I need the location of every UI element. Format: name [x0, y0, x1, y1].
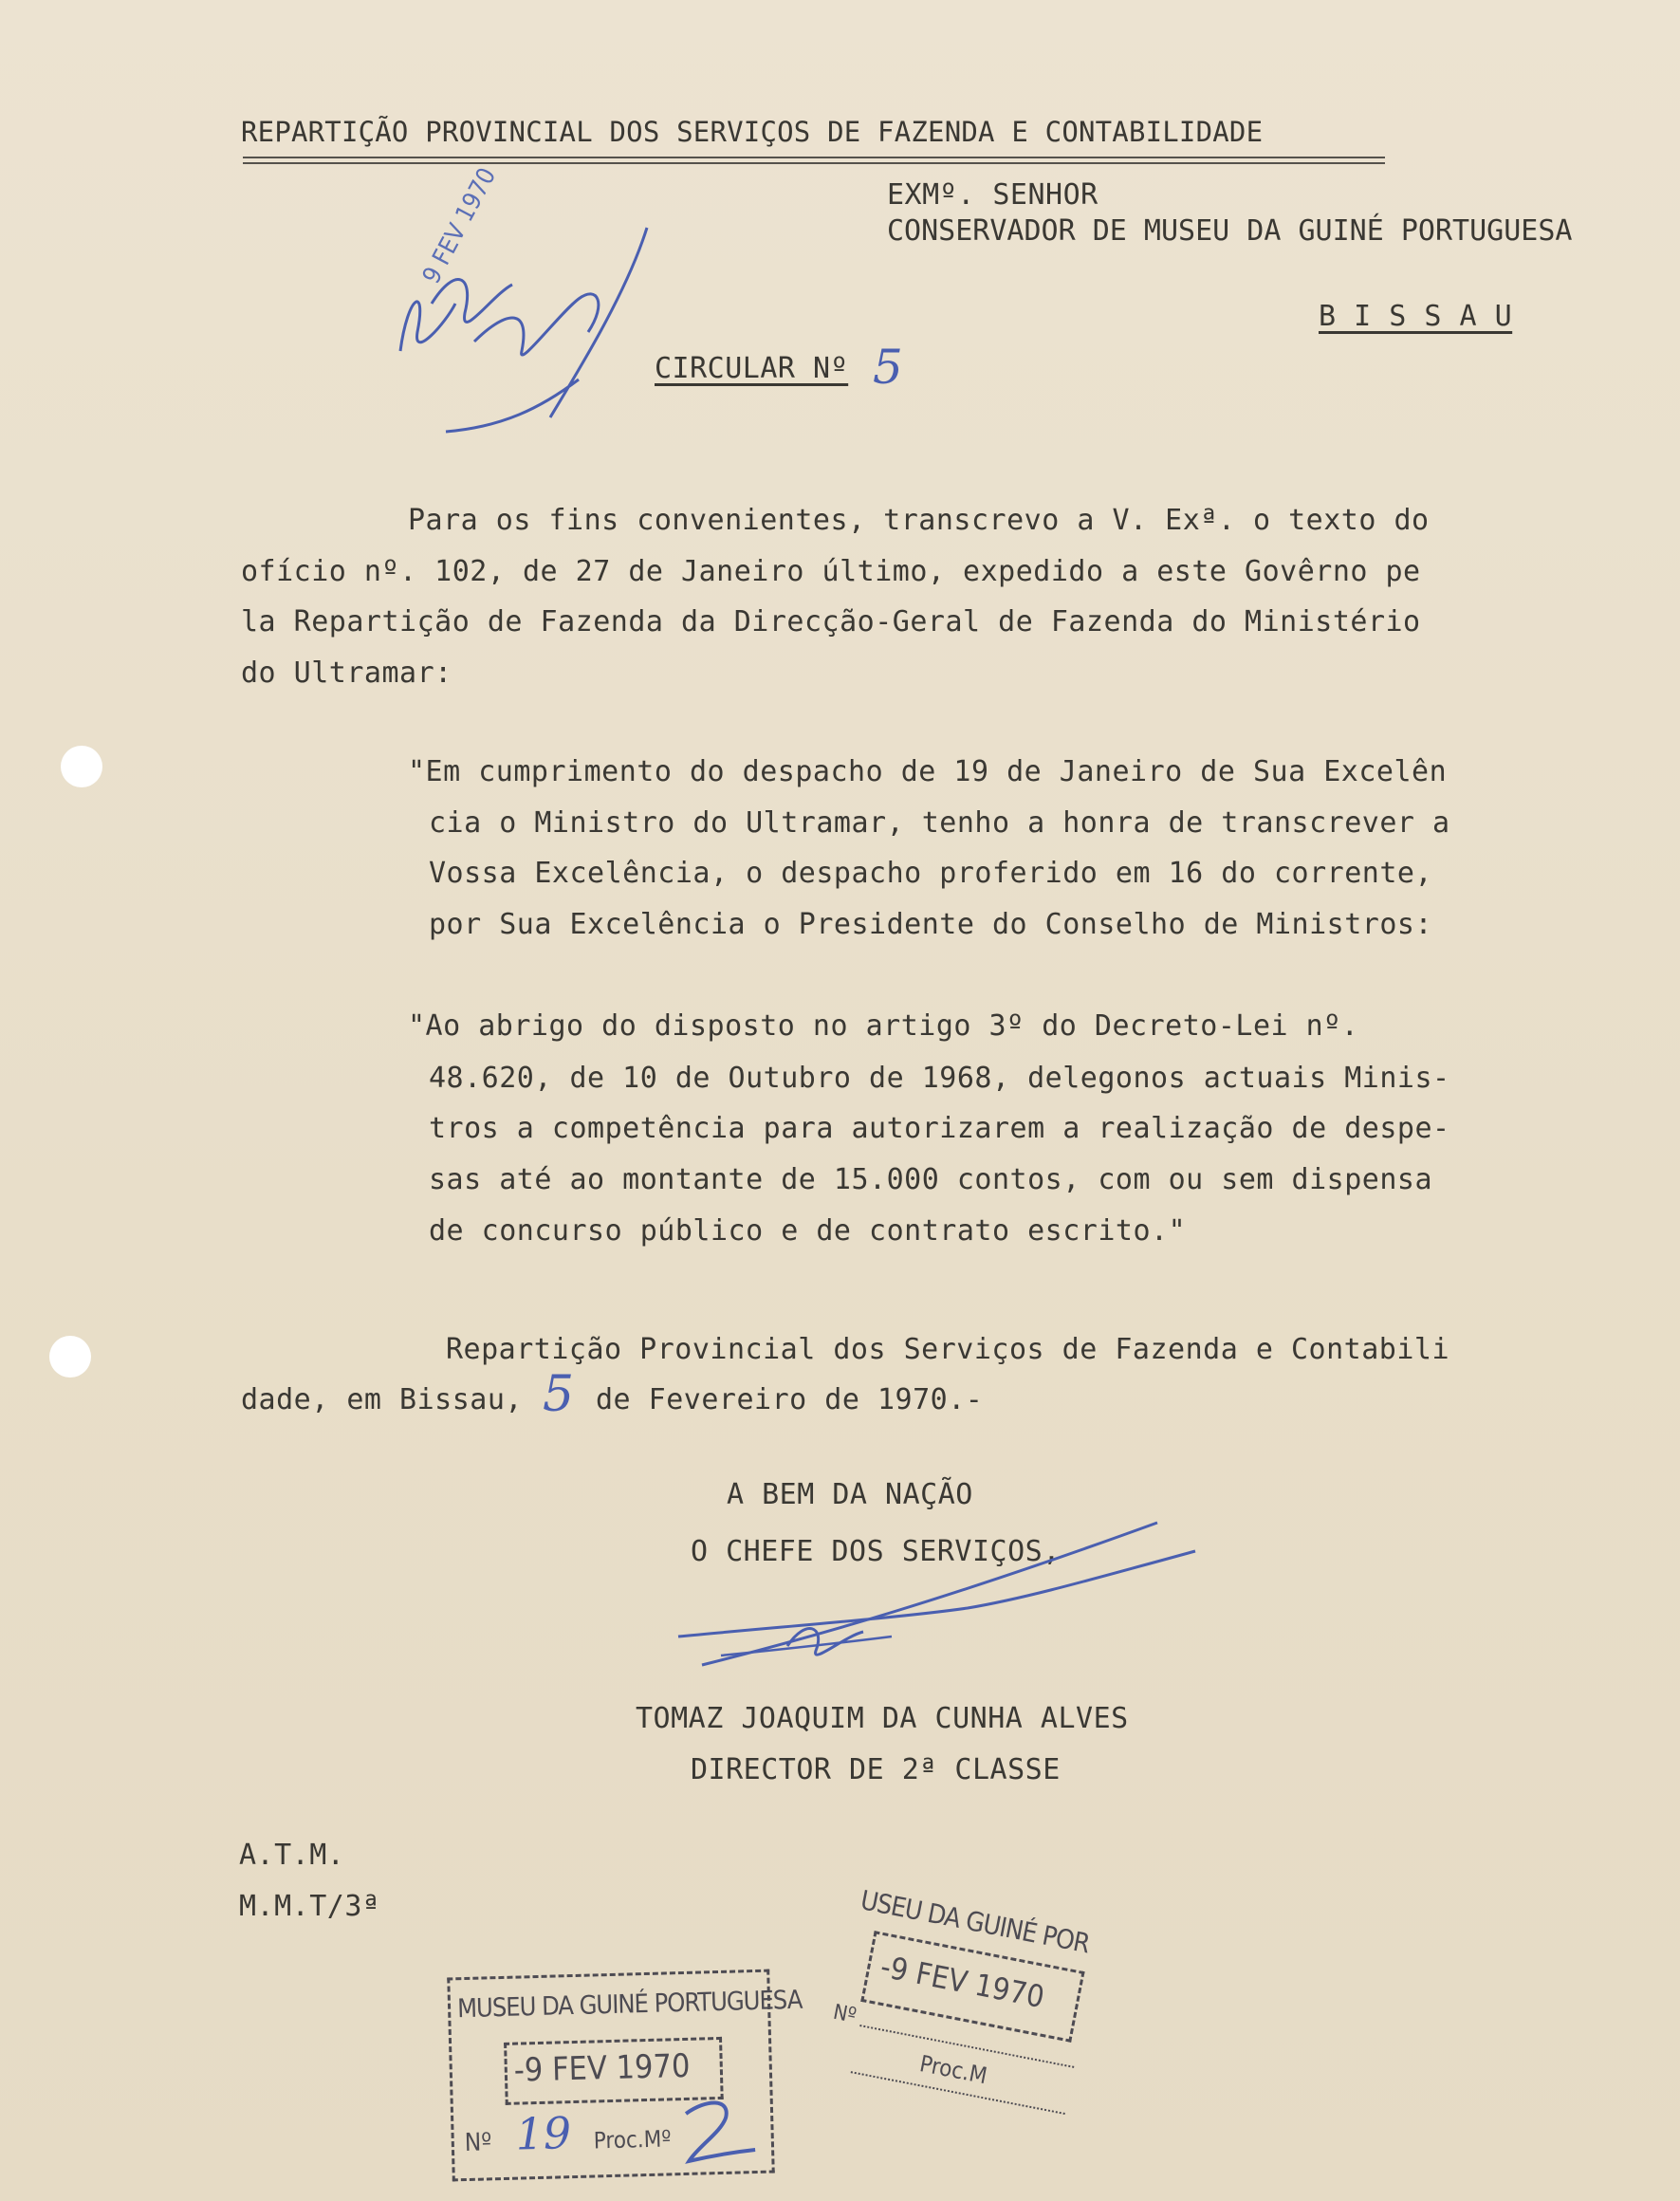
- signatory-role: O CHEFE DOS SERVIÇOS,: [691, 1535, 1061, 1568]
- intro-line-2: ofício nº. 102, de 27 de Janeiro último, expedido a este Govêrno pe: [241, 555, 1421, 588]
- circular-number-handwritten: 5: [873, 340, 903, 395]
- received-stamp-date: 9 FEV 1970: [417, 163, 503, 289]
- punch-hole-bottom: [49, 1336, 91, 1378]
- closing-line-1: Repartição Provincial dos Serviços de Fazenda e Contabili: [446, 1333, 1450, 1366]
- handwritten-signature-scribble: [389, 209, 674, 436]
- salutation: A BEM DA NAÇÃO: [727, 1478, 973, 1511]
- chief-signature: [664, 1513, 1205, 1674]
- quote2-line-2: 48.620, de 10 de Outubro de 1968, delegonos actuais Minis-: [429, 1062, 1450, 1095]
- closing-line-2-end: de Fevereiro de 1970.-: [596, 1383, 984, 1416]
- quote1-line-4: por Sua Excelência o Presidente do Conselho de Ministros:: [429, 908, 1433, 941]
- stamp-right-institution: USEU DA GUINÉ POR: [858, 1884, 1092, 1960]
- intro-line-4: do Ultramar:: [241, 657, 452, 690]
- circular-label: CIRCULAR Nº: [655, 352, 849, 385]
- department-heading: REPARTIÇÃO PROVINCIAL DOS SERVIÇOS DE FAZENDA E CONTABILIDADE: [241, 116, 1264, 148]
- stamp-right-number-label: Nº: [831, 2000, 858, 2028]
- intro-line-1: Para os fins convenientes, transcrevo a V. Exª. o texto do: [408, 504, 1430, 537]
- quote2-line-1: "Ao abrigo do disposto no artigo 3º do Decreto-Lei nº.: [408, 1009, 1359, 1043]
- stamp-right-proc-label: Proc.M: [917, 2050, 989, 2090]
- stamp-left-handwritten-mark: [678, 2093, 766, 2171]
- signatory-title: DIRECTOR DE 2ª CLASSE: [691, 1753, 1061, 1786]
- stamp-left-proc-label: Proc.Mº: [593, 2125, 672, 2155]
- quote1-line-2: cia o Ministro do Ultramar, tenho a honra de transcrever a: [429, 806, 1450, 840]
- reference-line-1: A.T.M.: [239, 1839, 345, 1872]
- addressee-city: B I S S A U: [1319, 300, 1513, 333]
- intro-line-3: la Repartição de Fazenda da Direcção-Geral de Fazenda do Ministério: [241, 605, 1421, 638]
- addressee-line-2: CONSERVADOR DE MUSEU DA GUINÉ PORTUGUESA: [887, 214, 1573, 248]
- stamp-left-number-handwritten: 19: [514, 2107, 572, 2160]
- quote2-line-3: tros a competência para autorizarem a realização de despe-: [429, 1112, 1450, 1145]
- museum-stamp-right: [819, 1883, 1100, 2136]
- quote1-line-1: "Em cumprimento do despacho de 19 de Janeiro de Sua Excelên: [408, 755, 1448, 788]
- museum-stamp-left: [447, 1970, 803, 2182]
- punch-hole-top: [61, 746, 102, 787]
- signatory-name: TOMAZ JOAQUIM DA CUNHA ALVES: [636, 1702, 1129, 1735]
- stamp-left-number-label: Nº: [464, 2128, 492, 2158]
- closing-day-handwritten: 5: [543, 1366, 575, 1423]
- stamp-left-date: -9 FEV 1970: [513, 2046, 691, 2090]
- quote2-line-5: de concurso público e de contrato escrito.": [429, 1214, 1187, 1248]
- reference-line-2: M.M.T/3ª: [239, 1890, 380, 1923]
- addressee-line-1: EXMº. SENHOR: [887, 178, 1098, 212]
- heading-double-rule: [243, 157, 1385, 164]
- stamp-right-date: -9 FEV 1970: [877, 1948, 1047, 2016]
- stamp-left-institution: MUSEU DA GUINÉ PORTUGUESA: [456, 1985, 803, 2025]
- quote1-line-3: Vossa Excelência, o despacho proferido em 16 do corrente,: [429, 857, 1433, 890]
- closing-line-2-start: dade, em Bissau,: [241, 1383, 523, 1416]
- quote2-line-4: sas até ao montante de 15.000 contos, com ou sem dispensa: [429, 1163, 1433, 1196]
